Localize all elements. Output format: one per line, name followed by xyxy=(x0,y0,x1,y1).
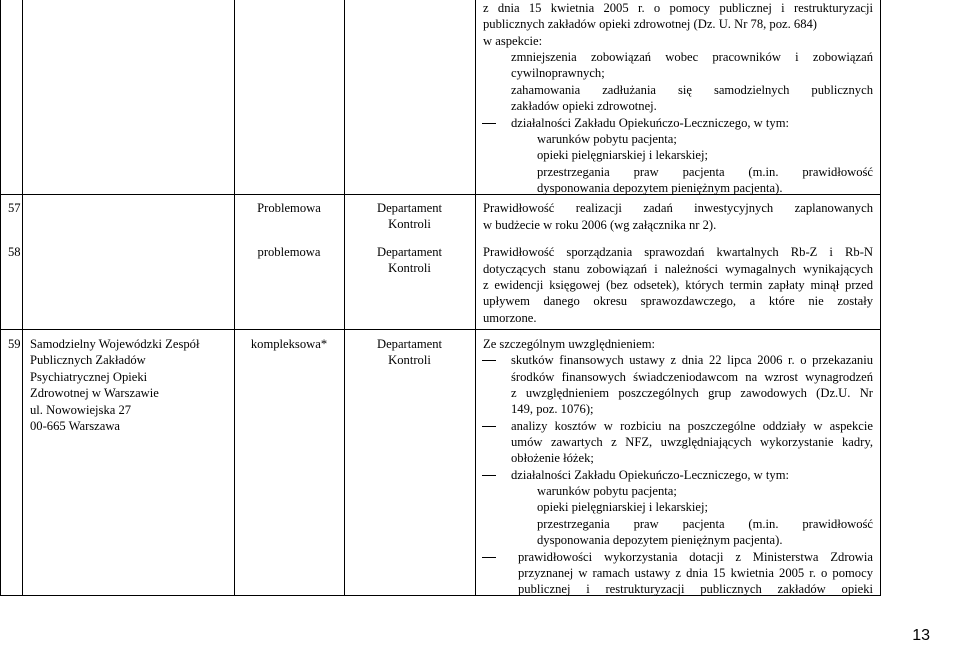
department-line: Departament xyxy=(376,337,443,351)
bullet-dash xyxy=(482,557,496,558)
scope-line: dysponowania depozytem pieniężnym pacjenta). xyxy=(537,533,783,547)
entity-line: Samodzielny Wojewódzki Zespół xyxy=(30,337,200,351)
column-divider-2 xyxy=(234,0,235,596)
scope-line: umów zawartych z NFZ, uwzględniających wykorzystanie kadry, xyxy=(511,435,873,449)
text-line: zahamowania zadłużania się samodzielnych publicznych xyxy=(511,83,873,97)
scope-line: upływem danego okresu sprawozdawczego, a które nie zostały xyxy=(483,294,873,308)
text-line: zmniejszenia zobowiązań wobec pracowników i zobowiązań xyxy=(511,50,873,64)
bullet-dash xyxy=(482,123,496,124)
scope-line: przestrzegania praw pacjenta (m.in. prawidłowość xyxy=(537,517,873,531)
scope-line: z ewidencji księgowej (bez odsetek), których termin zapłaty minął przed xyxy=(483,278,873,292)
scope-line: działalności Zakładu Opiekuńczo-Leczniczego, w tym: xyxy=(511,468,789,482)
page-number: 13 xyxy=(912,627,930,644)
scope-line: Prawidłowość sporządzania sprawozdań kwartalnych Rb-Z i Rb-N xyxy=(483,245,873,259)
row-number: 57 xyxy=(8,201,21,215)
scope-line: obłożenie łóżek; xyxy=(511,451,594,465)
scope-line: analizy kosztów w rozbiciu na poszczególne oddziały w aspekcie xyxy=(511,419,873,433)
scope-line: w budżecie w roku 2006 (wg załącznika nr 2). xyxy=(483,218,717,232)
department-line: Kontroli xyxy=(388,261,431,276)
department-line: Kontroli xyxy=(388,353,431,368)
text-line: działalności Zakładu Opiekuńczo-Leczniczego, w tym: xyxy=(511,116,789,130)
department xyxy=(344,336,475,369)
bullet-dash xyxy=(482,360,496,361)
control-type: problemowa xyxy=(257,245,321,259)
row-number: 58 xyxy=(8,245,21,259)
control-type: Problemowa xyxy=(257,201,321,215)
scope-line: środków finansowych świadczeniodawcom na wzrost wynagrodzeń xyxy=(511,370,873,384)
entity-line: 00-665 Warszawa xyxy=(30,418,121,433)
control-type: kompleksowa* xyxy=(250,337,328,351)
scope-line: opieki pielęgniarskiej i lekarskiej; xyxy=(537,500,709,514)
table-border-left xyxy=(0,0,1,596)
text-line: zakładów opieki zdrowotnej. xyxy=(511,99,657,113)
text-line: cywilnoprawnych; xyxy=(511,66,605,80)
scope-line: Prawidłowość realizacji zadań inwestycyjnych zaplanowanych xyxy=(483,201,873,215)
entity-name xyxy=(30,336,199,434)
scope-line: dotyczących stanu zobowiązań i należności wymagalnych wynikających xyxy=(483,262,873,276)
scope-line: 149, poz. 1076); xyxy=(511,402,594,416)
scope-line: umorzone. xyxy=(483,311,537,325)
department-line: Departament xyxy=(376,201,443,215)
scope-line: skutków finansowych ustawy z dnia 22 lipca 2006 r. o przekazaniu xyxy=(511,353,873,367)
text-line: opieki pielęgniarskiej i lekarskiej; xyxy=(537,148,709,162)
scope-line: prawidłowości wykorzystania dotacji z Ministerstwa Zdrowia xyxy=(518,550,873,564)
department xyxy=(344,200,475,233)
text-line: publicznych zakładów opieki zdrowotnej (Dz. U. Nr 78, poz. 684) xyxy=(483,17,817,31)
text-line: w aspekcie: xyxy=(483,34,543,48)
scope-line: publicznej i restrukturyzacji publicznych zakładów opieki xyxy=(518,582,873,596)
scope-line: przyznanej w ramach ustawy z dnia 15 kwietnia 2005 r. o pomocy xyxy=(518,566,873,580)
column-divider-3 xyxy=(344,0,345,596)
entity-line: Publicznych Zakładów xyxy=(30,353,146,368)
scope-line: z uwzględnieniem poszczególnych grup zawodowych (Dz.U. Nr xyxy=(511,386,873,400)
text-line: przestrzegania praw pacjenta (m.in. prawidłowość xyxy=(537,165,873,179)
table-border-right xyxy=(880,0,881,596)
text-line: warunków pobytu pacjenta; xyxy=(537,132,677,146)
department-line: Kontroli xyxy=(388,217,431,232)
row-divider-59 xyxy=(0,329,881,330)
column-divider-1 xyxy=(22,0,23,596)
row-number: 59 xyxy=(8,337,21,351)
text-line: dysponowania depozytem pieniężnym pacjenta). xyxy=(537,181,783,195)
department xyxy=(344,244,475,277)
bullet-dash xyxy=(482,475,496,476)
entity-line: Psychiatrycznej Opieki xyxy=(30,369,148,384)
text-line: z dnia 15 kwietnia 2005 r. o pomocy publicznej i restrukturyzacji xyxy=(483,1,873,15)
scope-line: Ze szczególnym uwzględnieniem: xyxy=(483,337,656,351)
column-divider-4 xyxy=(475,0,476,596)
scope-line: warunków pobytu pacjenta; xyxy=(537,484,677,498)
bullet-dash xyxy=(482,426,496,427)
entity-line: ul. Nowowiejska 27 xyxy=(30,402,132,417)
entity-line: Zdrowotnej w Warszawie xyxy=(30,386,159,401)
department-line: Departament xyxy=(376,245,443,259)
